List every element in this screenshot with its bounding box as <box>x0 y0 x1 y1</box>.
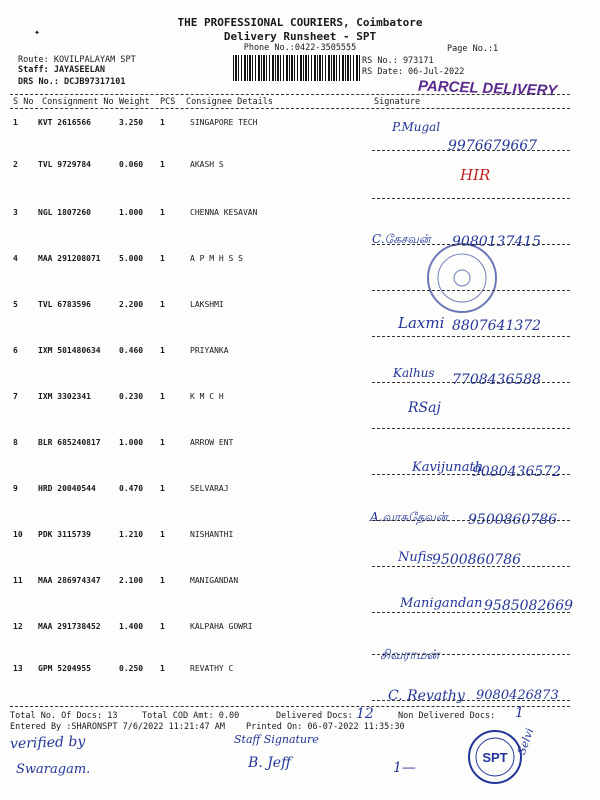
signature-line <box>372 700 570 701</box>
divider <box>10 108 570 109</box>
consignment-number: MAA 291738452 <box>38 622 101 631</box>
staff-signature: B. Jeff <box>248 755 292 771</box>
consignee-name: KALPAHA GOWRI <box>190 622 253 631</box>
signature-line <box>372 336 570 337</box>
pieces: 1 <box>160 438 165 447</box>
row-sno: 5 <box>13 300 18 309</box>
printed-on: Printed On: 06-07-2022 11:35:30 <box>246 722 405 732</box>
consignment-number: NGL 1807260 <box>38 208 91 217</box>
table-row <box>0 160 600 206</box>
spt-stamp <box>460 722 530 792</box>
parcel-delivery-stamp: PARCEL DELIVERY <box>417 77 558 100</box>
total-docs: Total No. Of Docs: 13 <box>10 711 118 721</box>
recipient-signature: சிவராமன் <box>380 648 440 663</box>
signature-line <box>372 290 570 291</box>
col-signature: Signature <box>374 97 421 107</box>
consignee-name: MANIGANDAN <box>190 576 239 585</box>
weight: 0.060 <box>119 160 144 169</box>
pieces: 1 <box>160 300 165 309</box>
consignee-name: CHENNA KESAVAN <box>190 208 258 217</box>
verifier-signature: Swaragam. <box>16 762 91 777</box>
non-delivered-docs: Non Delivered Docs: <box>398 711 496 721</box>
weight: 1.210 <box>119 530 144 539</box>
recipient-signature: C.கேசவன் <box>372 232 431 246</box>
entered-by: Entered By :SHARONSPT 7/6/2022 11:21:47 AM <box>10 722 225 732</box>
signature-line <box>372 244 570 245</box>
delivered-docs: Delivered Docs: <box>276 711 353 721</box>
row-sno: 10 <box>13 530 23 539</box>
col-pcs: PCS <box>160 97 176 107</box>
phone-number: Phone No.:0422-3505555 <box>243 43 357 53</box>
drs-number: DRS No.: DCJB97317101 <box>18 77 126 87</box>
pieces: 1 <box>160 118 165 127</box>
consignment-number: TVL 9729784 <box>38 160 91 169</box>
row-sno: 4 <box>13 254 18 263</box>
signature-line <box>372 520 570 521</box>
rs-date: RS Date: 06-Jul-2022 <box>362 67 465 77</box>
company-seal <box>422 238 502 318</box>
row-sno: 12 <box>13 622 23 631</box>
recipient-signature: P.Mugal <box>392 120 441 134</box>
signature-line <box>372 382 570 383</box>
recipient-signature: Kalhus <box>393 366 435 380</box>
recipient-phone: 9976679667 <box>448 138 538 154</box>
consignee-name: AKASH S <box>190 160 224 169</box>
consignment-number: MAA 291208071 <box>38 254 101 263</box>
weight: 1.000 <box>119 438 144 447</box>
side-signature: Selvi <box>514 726 537 757</box>
consignee-name: REVATHY C <box>190 664 234 673</box>
signature-line <box>372 566 570 567</box>
table-row <box>0 622 600 668</box>
rs-number: RS No.: 973171 <box>362 56 434 66</box>
weight: 2.100 <box>119 576 144 585</box>
row-sno: 6 <box>13 346 18 355</box>
consignee-name: K M C H <box>190 392 224 401</box>
consignment-number: IXM 3302341 <box>38 392 91 401</box>
col-consignment: Consignment No <box>42 97 114 107</box>
recipient-signature: Nufis <box>398 550 434 565</box>
weight: 0.460 <box>119 346 144 355</box>
weight: 5.000 <box>119 254 144 263</box>
recipient-signature: Laxmi <box>398 314 445 332</box>
staff: Staff: JAYASEELAN <box>18 65 105 75</box>
signature-line <box>372 428 570 429</box>
consignee-name: ARROW ENT <box>190 438 234 447</box>
consignment-number: IXM 501480634 <box>38 346 101 355</box>
verified-by: verified by <box>9 733 86 753</box>
divider <box>10 94 570 95</box>
pieces: 1 <box>160 254 165 263</box>
weight: 0.250 <box>119 664 144 673</box>
row-sno: 8 <box>13 438 18 447</box>
signature-line <box>372 474 570 475</box>
row-sno: 11 <box>13 576 23 585</box>
total-cod: Total COD Amt: 0.00 <box>142 711 240 721</box>
col-sno: S No <box>13 97 34 107</box>
divider <box>10 706 570 707</box>
row-sno: 2 <box>13 160 18 169</box>
pieces: 1 <box>160 208 165 217</box>
consignee-name: PRIYANKA <box>190 346 229 355</box>
pieces: 1 <box>160 346 165 355</box>
consignment-number: HRD 20040544 <box>38 484 96 493</box>
extra-signature: C. Revathy <box>388 688 465 704</box>
pieces: 1 <box>160 576 165 585</box>
dash-mark: 1— <box>393 760 416 776</box>
signature-line <box>372 150 570 151</box>
route: Route: KOVILPALAYAM SPT <box>18 55 136 65</box>
consignment-number: TVL 6783596 <box>38 300 91 309</box>
delivered-count: 12 <box>356 706 374 722</box>
staff-signature-label: Staff Signature <box>234 733 319 746</box>
pieces: 1 <box>160 392 165 401</box>
page-number: Page No.:1 <box>447 44 499 54</box>
company-name: THE PROFESSIONAL COURIERS, Coimbatore <box>177 16 423 29</box>
extra-phone: 9080426873 <box>476 688 559 703</box>
consignment-number: PDK 3115739 <box>38 530 91 539</box>
row-sno: 1 <box>13 118 18 127</box>
pieces: 1 <box>160 160 165 169</box>
row-sno: 13 <box>13 664 23 673</box>
consignment-number: BLR 685240817 <box>38 438 101 447</box>
pieces: 1 <box>160 530 165 539</box>
weight: 2.200 <box>119 300 144 309</box>
weight: 0.230 <box>119 392 144 401</box>
recipient-phone: 8807641372 <box>452 318 542 334</box>
corner-mark: ✦ <box>34 27 41 38</box>
weight: 1.000 <box>119 208 144 217</box>
consignee-name: LAKSHMI <box>190 300 224 309</box>
table-row <box>0 392 600 438</box>
row-sno: 3 <box>13 208 18 217</box>
weight: 0.470 <box>119 484 144 493</box>
col-weight: Weight <box>119 97 150 107</box>
recipient-phone: 9080436572 <box>472 464 562 480</box>
col-consignee: Consignee Details <box>186 97 273 107</box>
consignment-number: MAA 286974347 <box>38 576 101 585</box>
pieces: 1 <box>160 664 165 673</box>
consignee-name: NISHANTHI <box>190 530 234 539</box>
table-row <box>0 664 600 710</box>
recipient-signature: Manigandan <box>400 596 483 611</box>
consignee-name: A P M H S S <box>190 254 243 263</box>
recipient-phone: 9500860786 <box>432 552 522 568</box>
recipient-signature: HIR <box>460 166 491 184</box>
row-sno: 9 <box>13 484 18 493</box>
consignment-number: GPM 5204955 <box>38 664 91 673</box>
consignee-name: SINGAPORE TECH <box>190 118 258 127</box>
recipient-phone: 9500860786 <box>468 512 558 528</box>
recipient-phone: 9080137415 <box>452 234 542 250</box>
signature-line <box>372 198 570 199</box>
recipient-phone: 9585082669 <box>484 598 574 614</box>
consignee-name: SELVARAJ <box>190 484 229 493</box>
barcode <box>233 55 361 81</box>
table-row <box>0 254 600 300</box>
weight: 3.250 <box>119 118 144 127</box>
recipient-phone: 7708436588 <box>452 372 542 388</box>
document-title: Delivery Runsheet - SPT <box>223 30 377 43</box>
consignment-number: KVT 2616566 <box>38 118 91 127</box>
pieces: 1 <box>160 484 165 493</box>
signature-line <box>372 654 570 655</box>
recipient-signature: A.வாசுதேவன் <box>370 510 448 524</box>
signature-line <box>372 612 570 613</box>
recipient-signature: Kavijunath <box>412 460 484 475</box>
weight: 1.400 <box>119 622 144 631</box>
row-sno: 7 <box>13 392 18 401</box>
pieces: 1 <box>160 622 165 631</box>
recipient-signature: RSaj <box>408 400 441 416</box>
non-delivered-count: 1 <box>515 705 524 721</box>
spt-stamp-text: SPT <box>482 750 508 765</box>
